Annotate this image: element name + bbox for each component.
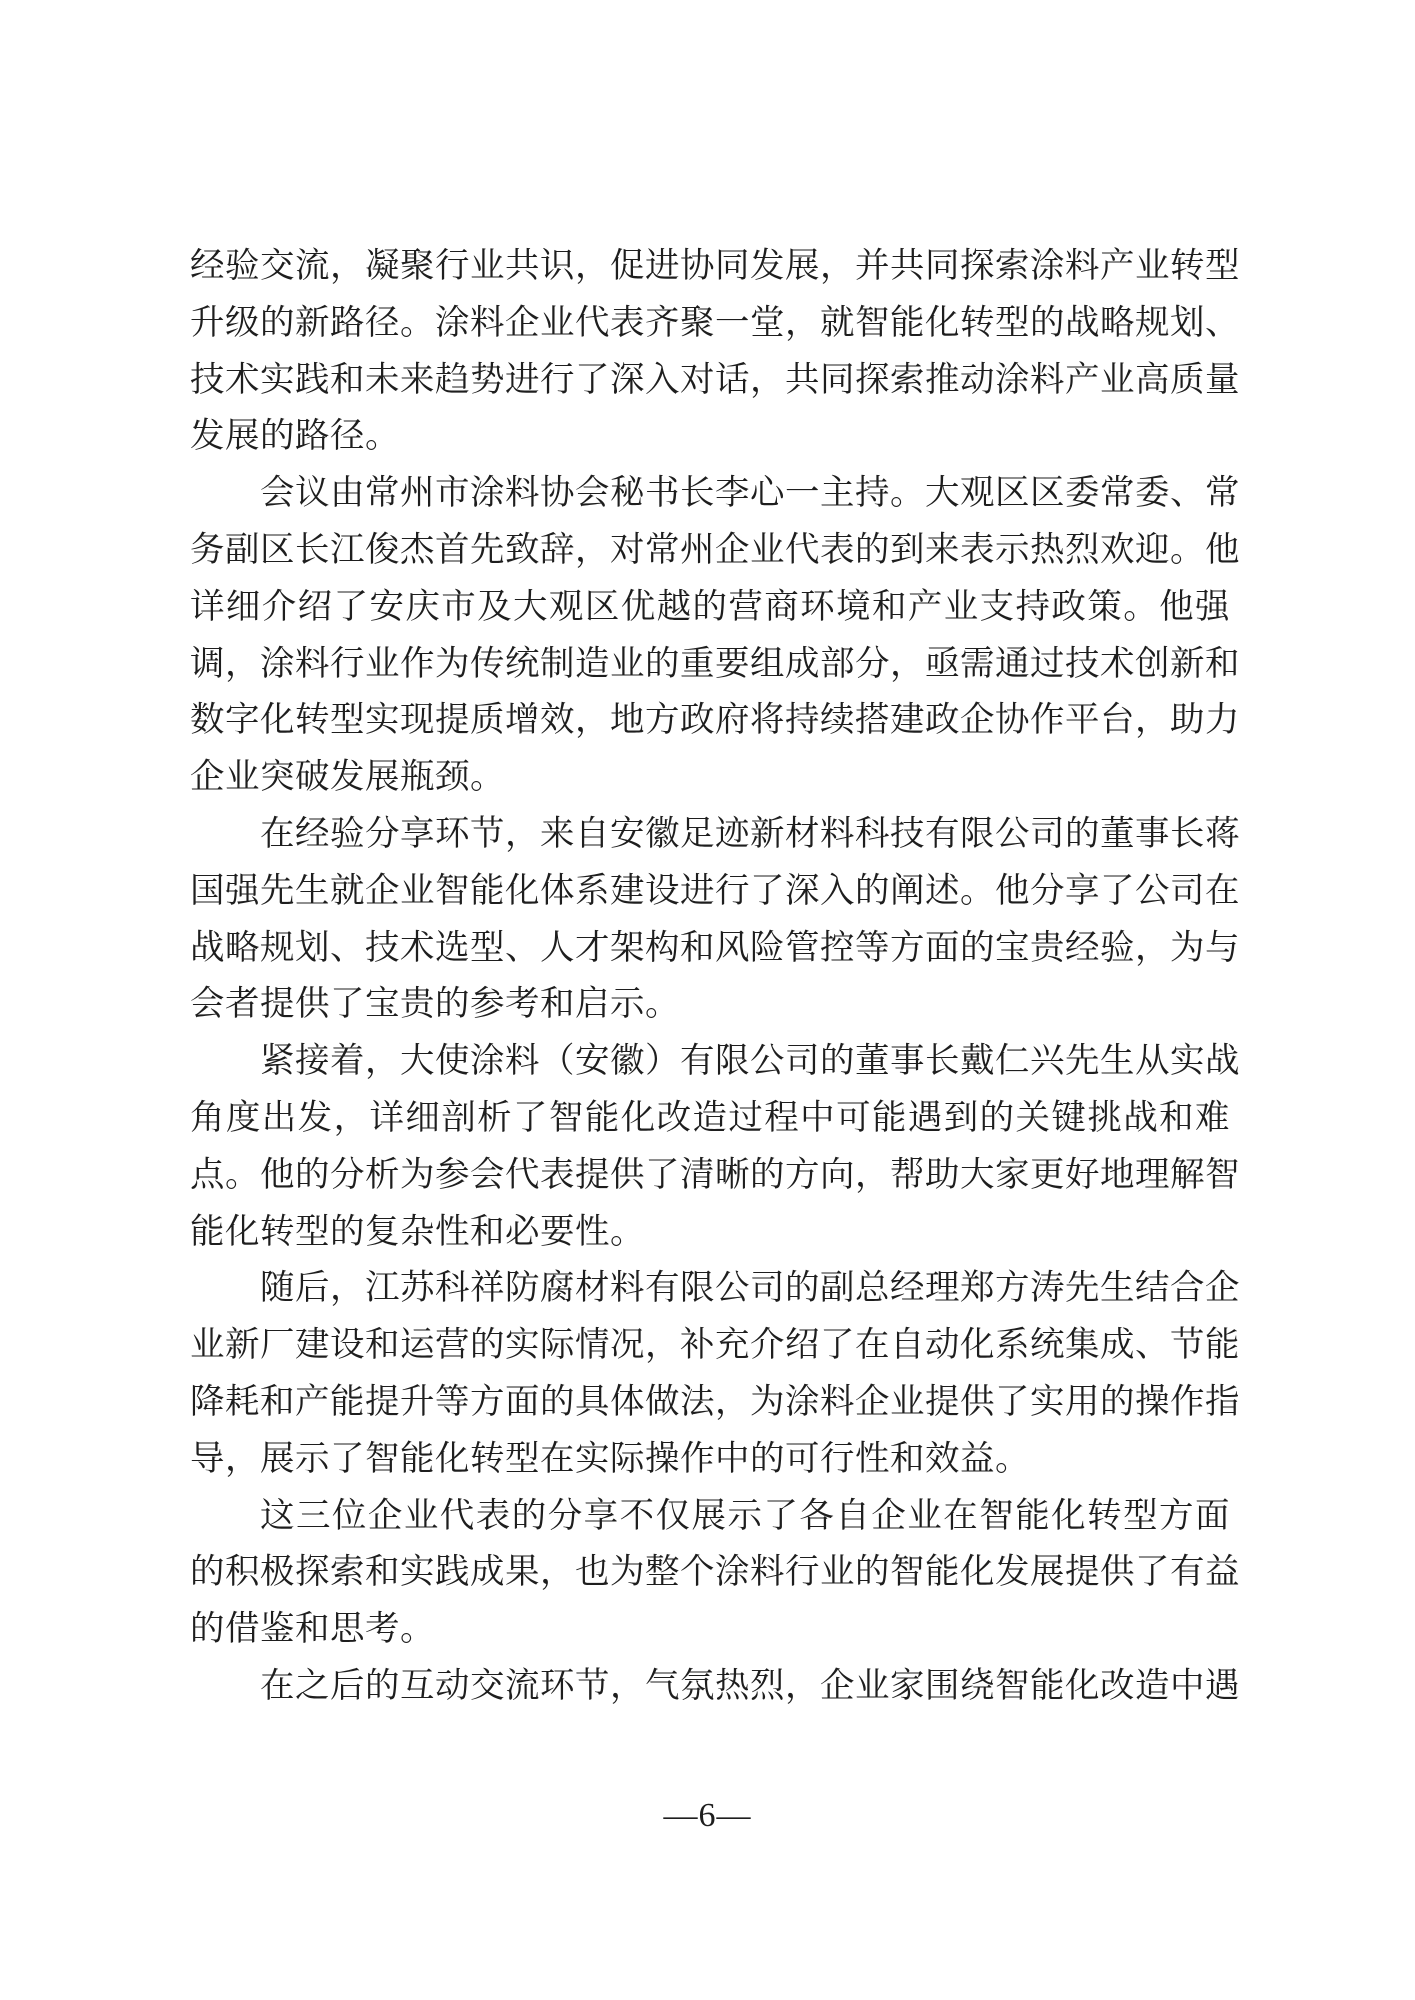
text-line: 调，涂料行业作为传统制造业的重要组成部分，亟需通过技术创新和 — [190, 644, 1240, 683]
text-line: 角度出发，详细剖析了智能化改造过程中可能遇到的关键挑战和难 — [190, 1098, 1230, 1137]
text-line: 降耗和产能提升等方面的具体做法，为涂料企业提供了实用的操作指 — [190, 1382, 1240, 1421]
text-line: 务副区长江俊杰首先致辞，对常州企业代表的到来表示热烈欢迎。他 — [190, 530, 1240, 569]
text-line: 会者提供了宝贵的参考和启示。 — [190, 985, 680, 1024]
text-line: 技术实践和未来趋势进行了深入对话，共同探索推动涂料产业高质量 — [190, 360, 1240, 399]
text-line: 的借鉴和思考。 — [190, 1610, 435, 1649]
paragraph — [190, 465, 1240, 806]
text-line: 能化转型的复杂性和必要性。 — [190, 1212, 645, 1251]
text-line: 在之后的互动交流环节，气氛热烈，企业家围绕智能化改造中遇 — [260, 1666, 1240, 1705]
text-line: 战略规划、技术选型、人才架构和风险管控等方面的宝贵经验，为与 — [190, 928, 1240, 967]
page-footer — [0, 1797, 1415, 1835]
text-line: 紧接着，大使涂料（安徽）有限公司的董事长戴仁兴先生从实战 — [260, 1042, 1240, 1081]
text-line: 点。他的分析为参会代表提供了清晰的方向，帮助大家更好地理解智 — [190, 1155, 1240, 1194]
paragraph — [190, 1658, 1240, 1715]
paragraph — [190, 1260, 1240, 1487]
page-number: —6— — [663, 1797, 752, 1834]
text-line: 导，展示了智能化转型在实际操作中的可行性和效益。 — [190, 1439, 1030, 1478]
text-line: 数字化转型实现提质增效，地方政府将持续搭建政企协作平台，助力 — [190, 701, 1240, 740]
text-line: 在经验分享环节，来自安徽足迹新材料科技有限公司的董事长蒋 — [260, 814, 1240, 853]
paragraph — [190, 238, 1240, 465]
text-line: 这三位企业代表的分享不仅展示了各自企业在智能化转型方面 — [260, 1496, 1230, 1535]
text-line: 随后，江苏科祥防腐材料有限公司的副总经理郑方涛先生结合企 — [260, 1269, 1240, 1308]
text-line: 详细介绍了安庆市及大观区优越的营商环境和产业支持政策。他强 — [190, 587, 1230, 626]
text-line: 的积极探索和实践成果，也为整个涂料行业的智能化发展提供了有益 — [190, 1553, 1240, 1592]
text-line: 发展的路径。 — [190, 417, 400, 456]
text-line: 经验交流，凝聚行业共识，促进协同发展，并共同探索涂料产业转型 — [190, 247, 1240, 285]
paragraph — [190, 1488, 1240, 1658]
text-line: 国强先生就企业智能化体系建设进行了深入的阐述。他分享了公司在 — [190, 871, 1240, 910]
paragraph — [190, 1033, 1240, 1260]
text-line: 业新厂建设和运营的实际情况，补充介绍了在自动化系统集成、节能 — [190, 1326, 1240, 1365]
text-line: 升级的新路径。涂料企业代表齐聚一堂，就智能化转型的战略规划、 — [190, 303, 1240, 342]
text-line: 会议由常州市涂料协会秘书长李心一主持。大观区区委常委、常 — [260, 474, 1240, 513]
paragraph — [190, 806, 1240, 1033]
document-body — [190, 238, 1240, 1715]
text-line: 企业突破发展瓶颈。 — [190, 758, 505, 797]
